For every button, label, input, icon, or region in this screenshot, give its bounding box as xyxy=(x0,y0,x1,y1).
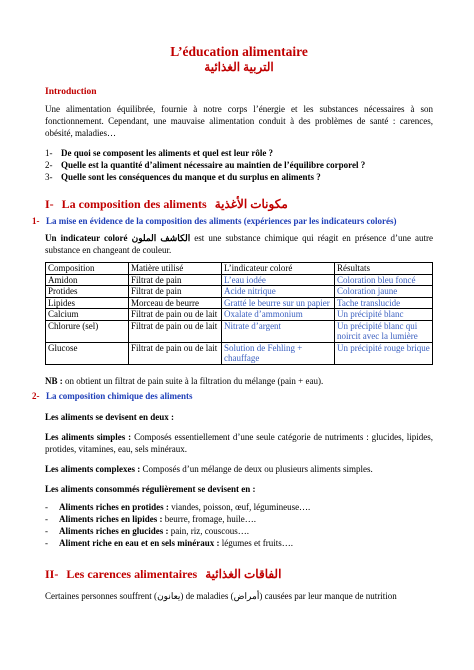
intro-heading: Introduction xyxy=(45,87,97,97)
question-item: 2- Quelle est la quantité d’aliment nécessaire au maintien de l’équilibre corporel ? xyxy=(45,160,366,170)
intro-text: Une alimentation équilibrée, fournie à notre corps l’énergie et les substances nécessaires à son fonctionnement. Cependant, une mauvaise alimentation conduit à des problèmes de santé : carences, obésité, maladies… xyxy=(45,104,433,138)
page-title: L’éducation alimentaire xyxy=(170,44,308,59)
table-header-row xyxy=(46,263,433,275)
list-item: - Aliments riches en lipides : beurre, fromage, huile…. xyxy=(45,513,256,524)
section-2-heading: II- Les carences alimentaires الفاقات الغذائية xyxy=(45,566,282,581)
nb-note: NB : on obtient un filtrat de pain suite à la filtration du mélange (pain + eau). xyxy=(45,375,324,386)
experiment-table xyxy=(45,262,433,365)
complex-foods-definition: Les aliments complexes : Composés d’un mélange de deux ou plusieurs aliments simples. xyxy=(45,463,373,474)
table-row: Lipides Morceau de beurre Gratté le beurre sur un papier Tache translucide xyxy=(46,297,433,309)
question-list xyxy=(45,147,433,183)
document-page xyxy=(32,44,434,602)
simple-foods-definition: Les aliments simples : Composés essentiellement d’une seule catégorie de nutriments : glucides, lipides, protides, vitamines, eau, sels minéraux. xyxy=(45,431,433,454)
table-row: Amidon Filtrat de pain L’eau iodée Coloration bleu foncé xyxy=(46,274,433,286)
question-item: 3- Quelle sont les conséquences du manque et du surplus en aliments ? xyxy=(45,172,321,182)
food-category-list xyxy=(45,501,433,549)
column-header: L’indicateur coloré xyxy=(222,263,335,275)
indicator-definition: Un indicateur coloré الكاشف الملون est une substance chimique qui réagit en présence d’une autre substance en changeant de couleur. xyxy=(45,233,434,255)
table-row: Chlorure (sel) Filtrat de pain ou de lait Nitrate d’argent Un précipité blanc qui noircit avec la lumière xyxy=(46,320,433,342)
list-item: - Aliments riches en protides : viandes, poisson, œuf, légumineuse…. xyxy=(45,501,311,512)
page-title-arabic: التربية الغذائية xyxy=(204,60,274,74)
deficiency-text: Certaines personnes souffrent (يعانون) de maladies (أمراض) causées par leur manque de nutrition xyxy=(45,590,397,601)
column-header: Matière utilisé xyxy=(129,263,222,275)
column-header: Résultats xyxy=(335,263,433,275)
list-item: - Aliment riche en eau et en sels minéraux : légumes et fruits…. xyxy=(45,537,293,548)
list-item: - Aliments riches en glucides : pain, riz, couscous…. xyxy=(45,525,249,536)
section-1-heading: I- La composition des aliments مكونات الأغذية xyxy=(45,197,288,211)
column-header: Composition xyxy=(46,263,129,275)
subsection-2-heading: 2- La composition chimique des aliments xyxy=(32,390,193,401)
question-item: 1- De quoi se composent les aliments et quel est leur rôle ? xyxy=(45,148,274,158)
divided-heading: Les aliments se devisent en deux : xyxy=(45,411,174,422)
table-row: Protides Filtrat de pain Acide nitrique Coloration jaune xyxy=(46,286,433,298)
table-row: Glucose Filtrat de pain ou de lait Solution de Fehling + chauffage Un précipité rouge brique xyxy=(46,342,433,364)
subsection-1-heading: 1- La mise en évidence de la composition des aliments (expériences par les indicateurs colorés) xyxy=(32,216,397,226)
table-row: Calcium Filtrat de pain ou de lait Oxalate d’ammonium Un précipité blanc xyxy=(46,309,433,321)
consumed-heading: Les aliments consommés régulièrement se devisent en : xyxy=(45,483,256,494)
